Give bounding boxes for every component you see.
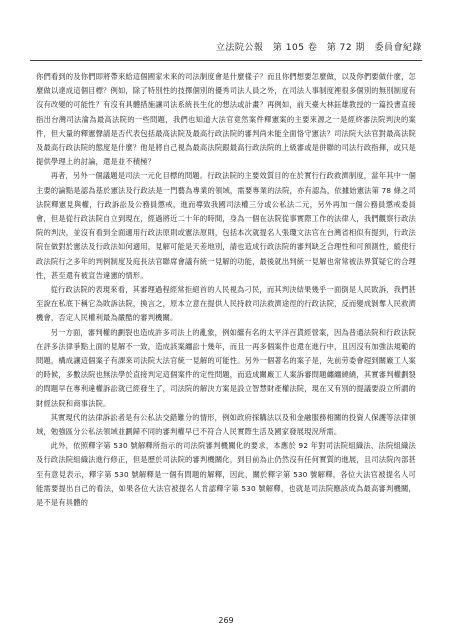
header-rule xyxy=(30,60,422,61)
paragraph: 此外，依照釋字第 530 號解釋所指示的司法院審判機關化的要求，本應於 92 年對司法院組織法、法院組織法及行政法院組織法進行修正，但是歷於司法院的審判機關化，到目前為止仍然沒有任何實質的進展，且司法院內部甚至有意見表示，釋字第 530 號解釋是一個有問題的解釋，因此，關於釋字第 530 號解釋，各位大法官被提名人可能需要提出自己的看法，如果各位大法官被提名人肯認釋字第 530 號解釋，也就是司法院應該成為最高審判機關，是不是有具體的 xyxy=(36,441,416,508)
paragraph: 其實現代的法律訴訟者是有公私法交錯難分的情形，例如政府採購法以及和金融服務相關的投資人保護等法律領域，勉強區分公私法領域並劃歸不同的審判權早已不符合人民實際生活及國家發展現況所需。 xyxy=(36,412,416,437)
paragraph: 另一方面，審判權的劃裂也造成許多司法上的亂象，例如繼有名的太平洋百貨經營案，因為普通法院和行政法院在評多法律爭點上面的見解不一致，造成該案纏訟十幾年，而且一再多個案件也還在進行中，且因沒有加強法規範的問題，構成讓這個案子有課來司法院大法官統一見解的可能性。另外一個著名的案子是，先前劳委會趕到關廠工人案的時候，多數法院也無法學於直接判定這個案件的定性問題，而造成關廠工人案訴審問題纏纏繞繞，其實審判權劃裂的問題早在專利違權訴訟就已經發生了，司法院的解決方案是設立智慧財產權法院，現在又有別的提議要設立所謂的財經法院和商事法院。 xyxy=(36,327,416,408)
paragraph: 再者，另外一個議題是司法一元化目標的問題。行政法院的主要效質目的在於實行行政救濟制度，當年其中一個主要的論點是認為基於憲法及行政法是一門藝為專業的領域，需要專業的法院，亦有認為，依據始憲法第 78 條之司法院釋憲見與權，行政訴訟及公務員懲戒，進而導致我國司法權三分或公私法二元，另外再加一個公務員懲戒委員會，但是從行政法院自立到現在，經過將近二十年的時間，身為一個在法院從事實際工作的法律人，我們觀察行政法院的判決，並沒有看到全面適用行政法原則或憲法原則，包括本次就提名人張瓊文法官在台灣省相似有提到，行政法院在做對於憲法及行政法如何適用，見解可能是天差地別，請也造成行政法院的審判缺乏合理性和可預測性，縱使行政法院行之多年的判例制度及庭長法官聯席會議有統一見解的功能，最後就出判統一見解也常常被法界質疑它的合理性，甚至還有被宣告違憲的情形。 xyxy=(36,171,416,280)
paragraph: 你們看到的及你們即將帶來給這個國家未來的司法制度會是什麼樣子？而且你們想要怎麼做，以及你們要做什麼，怎麼做以達成這個目標？例如，除了特別性的技擇個別的優秀司法人員之外，在司法人事制度裡很多個別的無別制度有沒有改變的可能性？有沒有具體措施讓司法系統長生化的想法或計畫？再例如，前天臺大林鈺雄教授的一篇投書直接指出台灣司法淪為最高法院的一些問題，我們也知道大法官竟然案件釋憲案的主要來源之一是經終審法院判決的案件，但大量的釋憲聲請是否代表包括最高法院及最高行政法院的審判尚未能全面恪守憲法？司法院大法官對最高法院及最高行政法院的態度是什麼？他是將自己視為最高法院跟最高行政法院的上級審或是併聯的司法行政指揮，或只是提供學理上的討論，還是並不積極？ xyxy=(36,72,416,167)
document-body xyxy=(36,70,416,510)
paragraph: 從行政法院的表現來看，其審理過程經常拒絕首的人民視為刁民，而其判決結果幾乎一面倒是人民敗訴，我們甚至說在私底下稱它為敗訴法院，換言之，原本立意在提供人民持救司法救濟途徑的行政法院，反而變成剝奪人民救濟機會，否定人民權利最為嚴酷的審判機關。 xyxy=(36,285,416,323)
page-header: 立法院公報 第 105 卷 第 72 期 委員會紀錄 xyxy=(215,43,422,53)
page-number: 269 xyxy=(218,616,234,625)
